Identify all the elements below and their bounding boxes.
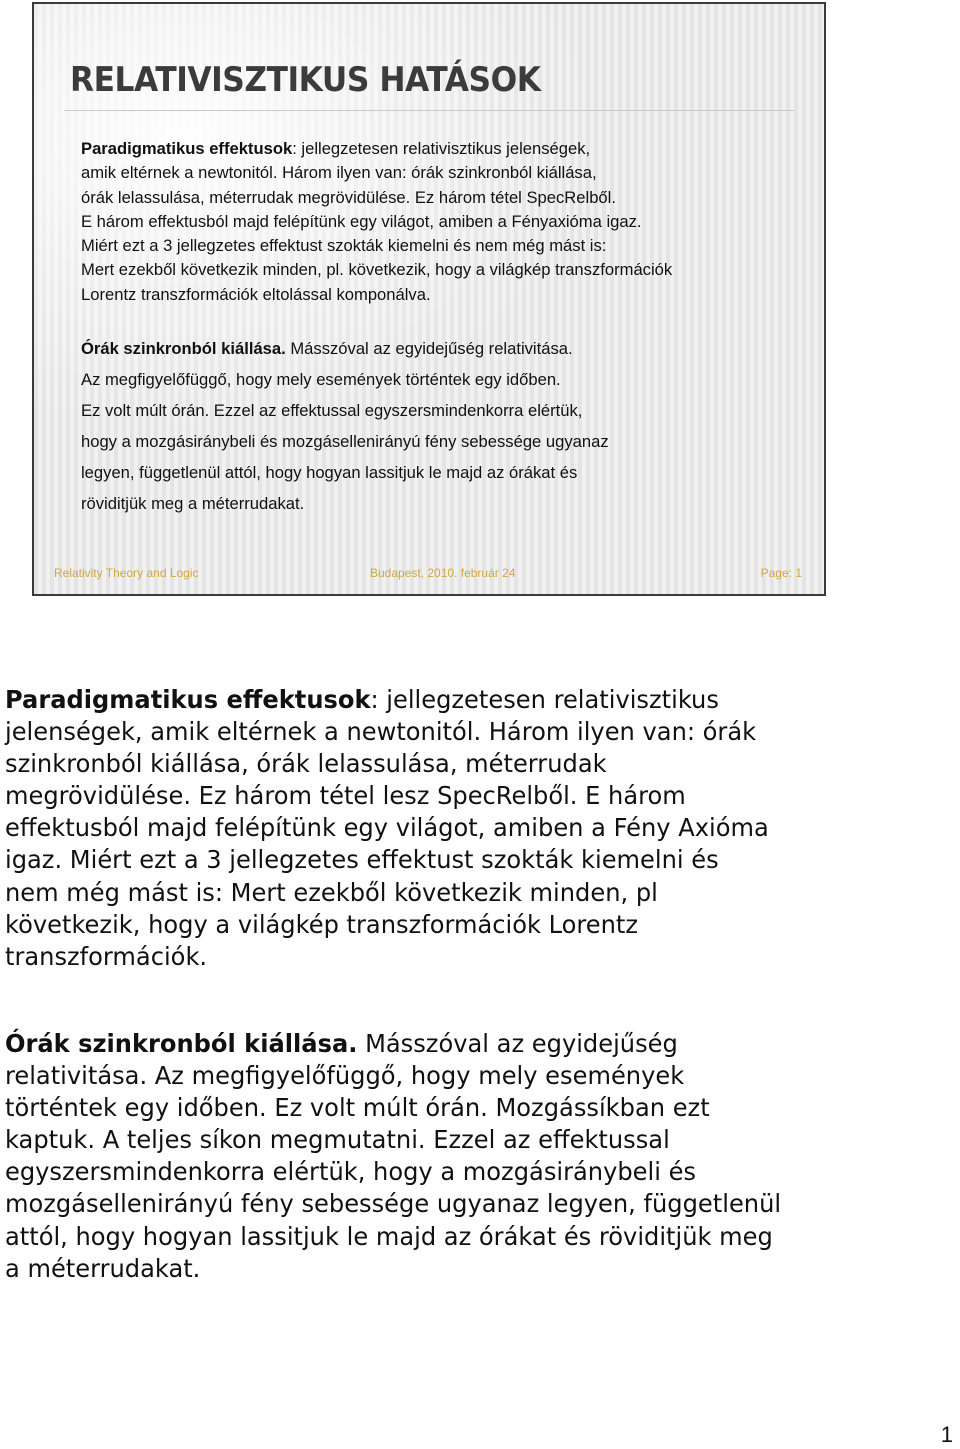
- slide-paragraph-1: [81, 137, 801, 307]
- slide-para2-line-1-rest: Másszóval az egyidejűség relativitása.: [285, 339, 573, 359]
- slide-thumbnail: [32, 2, 826, 596]
- slide-para1-line: amik eltérnek a newtonitól. Három ilyen van: órák szinkronból kiállása,: [81, 163, 597, 183]
- title-divider: [64, 110, 794, 111]
- notes-para1-line: jelenségek, amik eltérnek a newtonitól. Három ilyen van: órák: [5, 717, 757, 747]
- notes-para1-line: nem még mást is: Mert ezekből következik minden, pl: [5, 877, 658, 907]
- notes-para1-bold: Paradigmatikus effektusok: [5, 685, 371, 714]
- notes-para2-line: a méterrudakat.: [5, 1253, 201, 1283]
- notes-para2-line-1-rest: Másszóval az egyidejűség: [357, 1029, 678, 1058]
- slide-title: RELATIVISZTIKUS HATÁSOK: [70, 60, 541, 100]
- footer-course-title: Relativity Theory and Logic: [54, 566, 199, 580]
- notes-para2-line: attól, hogy hogyan lassitjuk le majd az órákat és röviditjük meg: [5, 1221, 773, 1251]
- slide-para2-line: Az megfigyelőfüggő, hogy mely események történtek egy időben.: [81, 370, 561, 390]
- slide-para1-line: Mert ezekből következik minden, pl. következik, hogy a világkép transzformációk: [81, 260, 673, 280]
- notes-para1-line: transzformációk.: [5, 941, 208, 971]
- slide-para2-line: legyen, függetlenül attól, hogy hogyan lassitjuk le majd az órákat és: [81, 463, 578, 483]
- slide-para1-line-1-rest: : jellegzetesen relativisztikus jelenségek,: [292, 139, 591, 158]
- slide-para1-line: órák lelassulása, méterrudak megrövidülése. Ez három tétel SpecRelből.: [81, 187, 616, 207]
- notes-para2-line: történtek egy időben. Ez volt múlt órán. Mozgássíkban ezt: [5, 1093, 710, 1123]
- footer-page: Page: 1: [760, 566, 802, 580]
- notes-para2-line: mozgásellenirányú fény sebessége ugyanaz legyen, függetlenül: [5, 1189, 782, 1219]
- notes-para1-line: igaz. Miért ezt a 3 jellegzetes effektust szokták kiemelni és: [5, 845, 719, 875]
- slide-para2-line: röviditjük meg a méterrudakat.: [81, 494, 305, 514]
- page-number: 1: [940, 1422, 953, 1447]
- notes-para1-line: következik, hogy a világkép transzformációk Lorentz: [5, 909, 639, 939]
- notes-para1-line: szinkronból kiállása, órák lelassulása, méterrudak: [5, 749, 607, 779]
- notes-para2-line: relativitása. Az megfigyelőfüggő, hogy mely események: [5, 1061, 685, 1091]
- slide-para1-line: Miért ezt a 3 jellegzetes effektust szokták kiemelni és nem még mást is:: [81, 236, 607, 256]
- notes-para1-line: megrövidülése. Ez három tétel lesz SpecRelből. E három: [5, 781, 686, 811]
- notes-para2-bold: Órák szinkronból kiállása.: [5, 1029, 358, 1058]
- notes-para1-line: effektusból majd felépítünk egy világot, amiben a Fény Axióma: [5, 813, 769, 843]
- slide-para2-line: Ez volt múlt órán. Ezzel az effektussal egyszersmindenkorra elértük,: [81, 401, 583, 421]
- slide-para1-bold: Paradigmatikus effektusok: [81, 139, 293, 158]
- footer-date: Budapest, 2010. február 24: [370, 566, 516, 580]
- notes-para2-line: kaptuk. A teljes síkon megmutatni. Ezzel az effektussal: [5, 1125, 670, 1155]
- notes-paragraph-2: [5, 1028, 854, 1285]
- slide-paragraph-2: [81, 333, 801, 519]
- notes-para2-line: egyszersmindenkorra elértük, hogy a mozgásiránybeli és: [5, 1157, 697, 1187]
- notes-paragraph-1: [5, 684, 854, 973]
- slide-para1-line: E három effektusból majd felépítünk egy világot, amiben a Fényaxióma igaz.: [81, 211, 642, 231]
- slide-body: [81, 137, 801, 519]
- slide-para1-line: Lorentz transzformációk eltolással komponálva.: [81, 284, 431, 304]
- notes-para1-line-1-rest: : jellegzetesen relativisztikus: [370, 685, 719, 714]
- slide-para2-line: hogy a mozgásiránybeli és mozgásellenirányú fény sebessége ugyanaz: [81, 432, 609, 452]
- slide-para2-bold: Órák szinkronból kiállása.: [81, 339, 286, 359]
